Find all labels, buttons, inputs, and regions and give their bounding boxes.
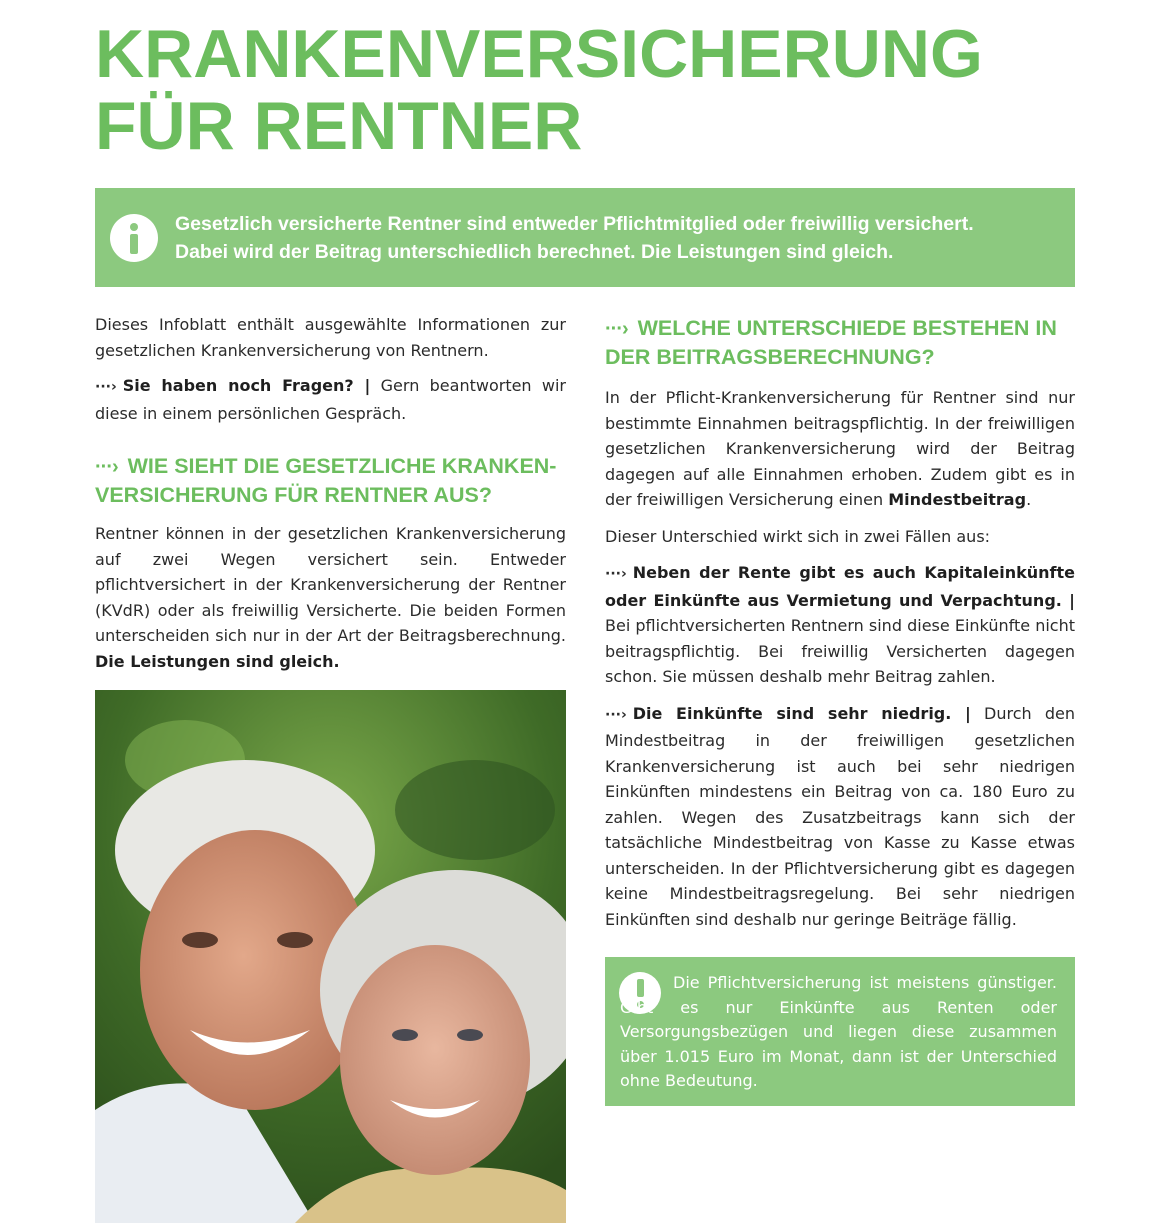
case2-text: Durch den Mindestbeitrag in der freiwilligen gesetzlichen Krankenversicherung ist auch bei sehr niedrigen Einkünften mindestens ein Beitrag von ca. 180 Euro zu zahlen. Wegen des Zusatzbeitrags kann sich der tatsächliche Mindestbeitrag von Kasse zu Kasse etwas unterscheiden. In der Pflichtversicherung gibt es dagegen keine Mindestbeitragsregelung. Bei sehr niedrigen Einkünften sind deshalb nur geringe Beiträge fällig. xyxy=(605,703,1076,929)
info-line-1: Gesetzlich versicherte Rentner sind entweder Pflichtmitglied oder freiwillig versichert. xyxy=(175,213,974,235)
heading-arrow-icon: ···› xyxy=(95,456,118,478)
section-heading-left xyxy=(95,452,566,509)
questions-paragraph xyxy=(95,373,566,426)
para1-end: . xyxy=(1026,490,1032,509)
photo-illustration xyxy=(95,690,566,1223)
intro-text: Dieses Infoblatt enthält ausgewählte Informationen zur gesetzlichen Krankenversicherung von Rentnern. xyxy=(95,315,566,360)
case2-bold: Die Einkünfte sind sehr niedrig. | xyxy=(632,703,971,723)
arrow-icon: ···› xyxy=(605,706,627,723)
note-text: Die Pflichtversicherung ist meistens günstiger. Gibt es nur Einkünfte aus Renten oder Versorgungsbezügen und liegen diese zusammen über 1.015 Euro im Monat, dann ist der Unterschied ohne Bedeutung. xyxy=(620,973,1057,1090)
case1-text: Bei pflichtversicherten Rentnern sind diese Einkünfte nicht beitragspflichtig. Bei freiwillig Versicherten dagegen schon. Sie müssen deshalb mehr Beitrag zahlen. xyxy=(605,616,1075,686)
case1-bold: Neben der Rente gibt es auch Kapitaleinkünfte oder Einkünfte aus Vermietung und Verpachtung. | xyxy=(605,563,1075,610)
para1-bold: Mindestbeitrag xyxy=(888,490,1027,509)
info-icon xyxy=(110,214,158,262)
left-column xyxy=(95,312,566,674)
heading-right-line-2: DER BEITRAGSBERECHNUNG? xyxy=(605,345,935,369)
info-box xyxy=(95,188,1075,287)
questions-bold: Sie haben noch Fragen? | xyxy=(122,376,371,395)
right-column xyxy=(605,314,1075,932)
heading-left-line-2: VERSICHERUNG FÜR RENTNER AUS? xyxy=(95,483,492,507)
case-2-paragraph xyxy=(605,701,1075,933)
left-body-text xyxy=(95,521,566,674)
left-body-bold: Die Leistungen sind gleich. xyxy=(95,651,340,671)
questions-text: Gern beantworten wir diese in einem persönlichen Gespräch. xyxy=(95,376,566,423)
info-line-2: Dabei wird der Beitrag unterschiedlich berechnet. Die Leistungen sind gleich. xyxy=(175,241,894,263)
title-line-2: FÜR RENTNER xyxy=(95,88,583,164)
arrow-icon: ···› xyxy=(95,379,117,395)
info-text xyxy=(175,210,1055,266)
left-body-plain: Rentner können in der gesetzlichen Krankenversicherung auf zwei Wegen versichert sein. Entweder pflichtversichert in der Krankenversicherung der Rentner (KVdR) oder als freiwillig Versicherte. Die beiden Formen unterscheiden sich nur in der Art der Beitragsberechnung. xyxy=(95,524,566,645)
page-title xyxy=(95,18,983,162)
right-paragraph-1 xyxy=(605,385,1075,513)
case-1-paragraph xyxy=(605,560,1075,690)
note-text-container xyxy=(620,971,1057,1094)
title-line-1: KRANKENVERSICHERUNG xyxy=(95,16,983,92)
heading-arrow-icon: ···› xyxy=(605,318,628,340)
heading-left-line-1: WIE SIEHT DIE GESETZLICHE KRANKEN- xyxy=(127,454,557,478)
heading-right-line-1: WELCHE UNTERSCHIEDE BESTEHEN IN xyxy=(637,316,1057,340)
para1-text: In der Pflicht-Krankenversicherung für Rentner sind nur bestimmte Einnahmen beitragspflichtig. In der freiwilligen gesetzlichen Krankenversicherung wird der Beitrag dagegen auf alle Einnahmen erhoben. Zudem gibt es in der freiwilligen Versicherung einen xyxy=(605,388,1075,509)
senior-couple-photo xyxy=(95,690,566,1223)
note-box xyxy=(605,957,1075,1106)
section-heading-right xyxy=(605,314,1075,371)
arrow-icon: ···› xyxy=(605,566,627,582)
right-paragraph-2: Dieser Unterschied wirkt sich in zwei Fällen aus: xyxy=(605,526,991,546)
